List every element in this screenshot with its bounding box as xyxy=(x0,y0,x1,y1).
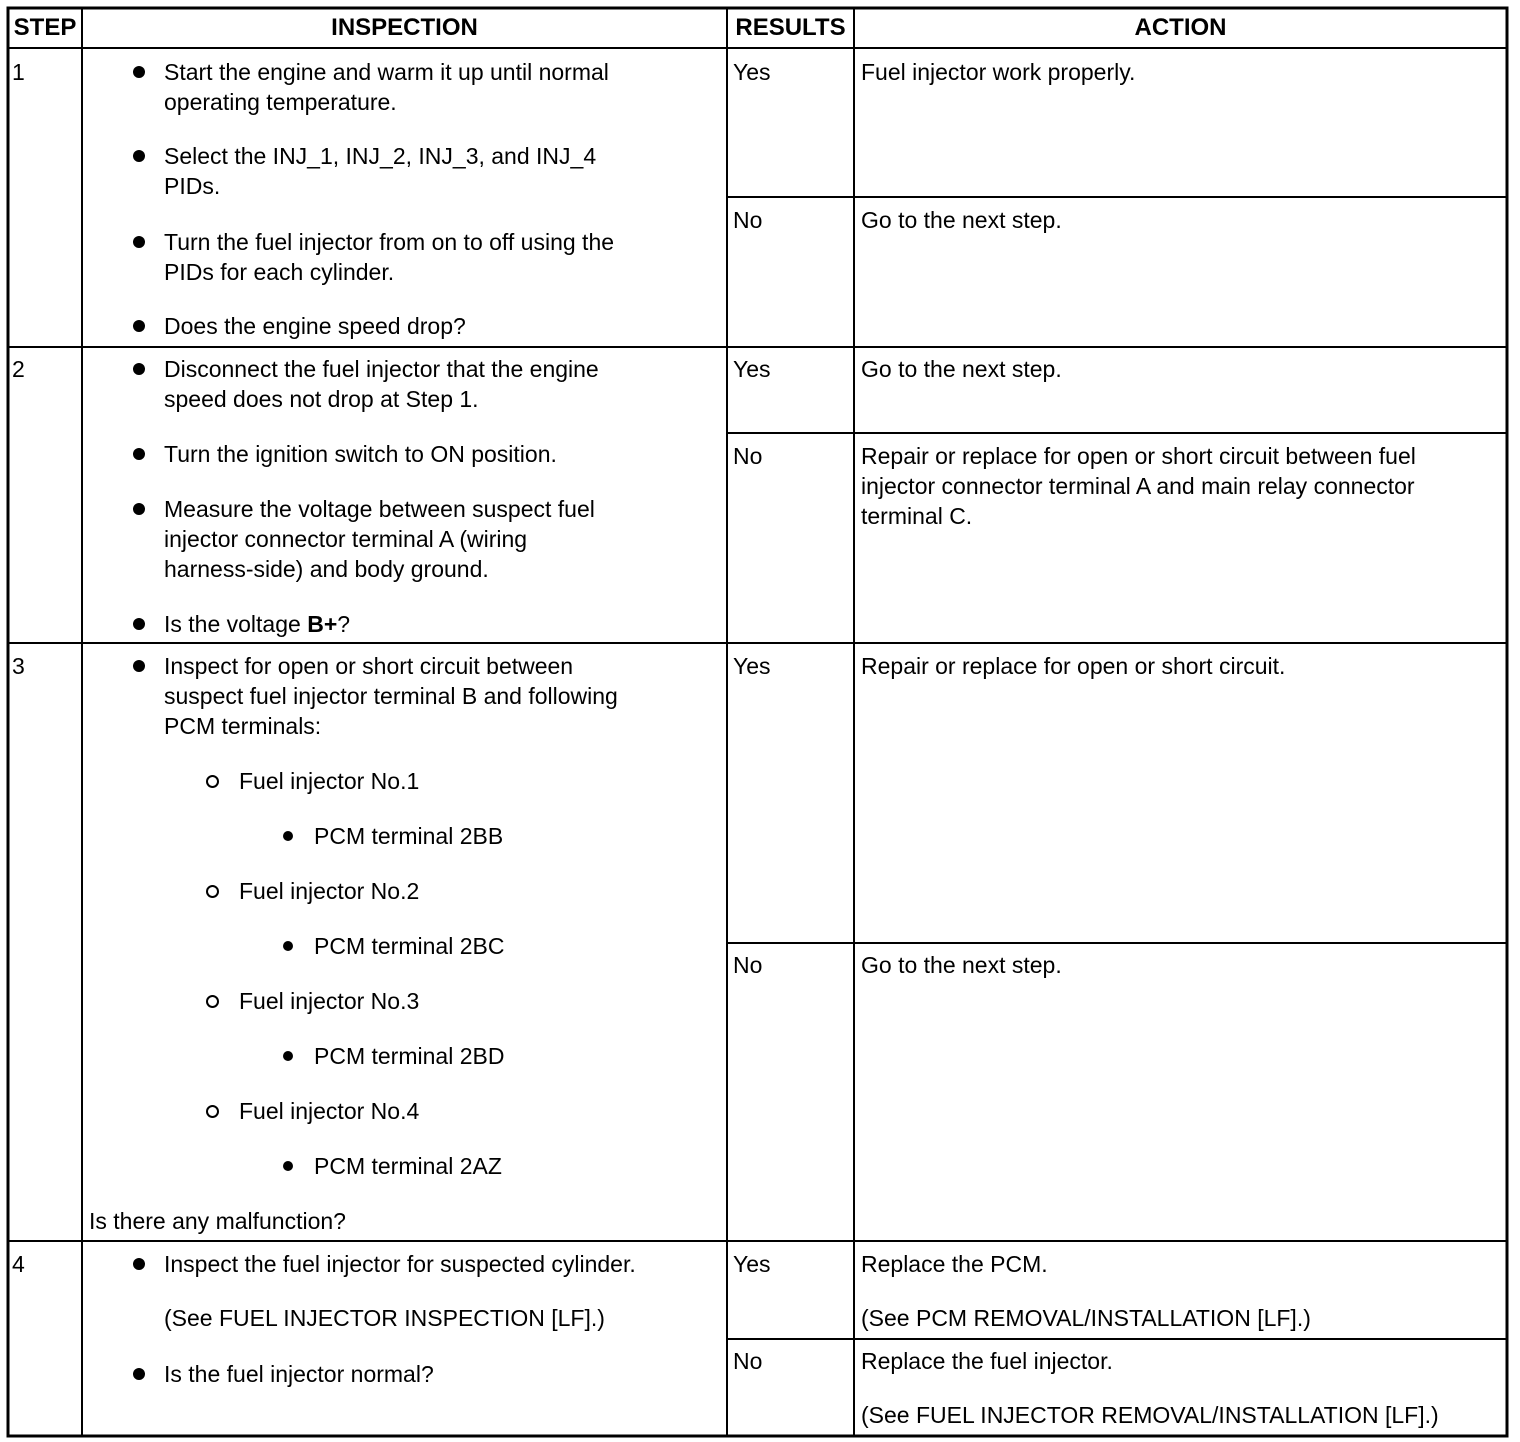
header-action: ACTION xyxy=(1134,14,1227,41)
hollow-bullet-icon xyxy=(206,995,219,1008)
injector-item: Fuel injector No.2 xyxy=(239,878,420,904)
bullet-icon xyxy=(283,1051,293,1061)
action-line: Go to the next step. xyxy=(861,356,1062,382)
inspection-line: Inspect the fuel injector for suspected cylinder. xyxy=(164,1251,636,1277)
inspection-line: Does the engine speed drop? xyxy=(164,313,466,339)
step-number: 1 xyxy=(12,59,25,85)
inspection-line: suspect fuel injector terminal B and following xyxy=(164,683,618,709)
header-inspection: INSPECTION xyxy=(331,14,478,41)
header-step: STEP xyxy=(13,14,77,41)
bullet-icon xyxy=(133,1258,145,1270)
inspection-line: Select the INJ_1, INJ_2, INJ_3, and INJ_4 xyxy=(164,143,597,169)
action-line: Repair or replace for open or short circuit between fuel xyxy=(861,443,1416,469)
action-line: injector connector terminal A and main relay connector xyxy=(861,473,1415,499)
terminal-item: PCM terminal 2AZ xyxy=(314,1153,502,1179)
bullet-icon xyxy=(283,831,293,841)
inspection-line: PIDs. xyxy=(164,173,221,199)
bullet-icon xyxy=(133,503,145,515)
action-line: Repair or replace for open or short circuit. xyxy=(861,653,1286,679)
result-value: No xyxy=(733,443,763,469)
terminal-item: PCM terminal 2BB xyxy=(314,823,504,849)
bullet-icon xyxy=(133,363,145,375)
action-line: (See PCM REMOVAL/INSTALLATION [LF].) xyxy=(861,1305,1311,1331)
question-mark: ? xyxy=(337,611,351,637)
terminal-item: PCM terminal 2BD xyxy=(314,1043,505,1069)
result-value: Yes xyxy=(733,653,771,679)
step-number: 2 xyxy=(12,356,25,382)
result-value: Yes xyxy=(733,1251,771,1277)
action-line: Go to the next step. xyxy=(861,207,1062,233)
inspection-line: PCM terminals: xyxy=(164,713,322,739)
voltage-value: B+ xyxy=(307,611,338,637)
bullet-icon xyxy=(133,236,145,248)
action-line: Go to the next step. xyxy=(861,952,1062,978)
action-line: Fuel injector work properly. xyxy=(861,59,1136,85)
hollow-bullet-icon xyxy=(206,775,219,788)
action-line: terminal C. xyxy=(861,503,973,529)
inspection-line xyxy=(164,609,350,639)
inspection-line: Turn the ignition switch to ON position. xyxy=(164,441,557,467)
action-line: Replace the PCM. xyxy=(861,1251,1048,1277)
action-line: Replace the fuel injector. xyxy=(861,1348,1113,1374)
bullet-icon xyxy=(133,618,145,630)
voltage-question: Is the voltage xyxy=(164,611,308,637)
inspection-line: Disconnect the fuel injector that the engine xyxy=(164,356,599,382)
bullet-icon xyxy=(133,66,145,78)
inspection-line: speed does not drop at Step 1. xyxy=(164,386,479,412)
header-results: RESULTS xyxy=(735,14,846,41)
inspection-line: (See FUEL INJECTOR INSPECTION [LF].) xyxy=(164,1305,605,1331)
inspection-line: harness-side) and body ground. xyxy=(164,556,489,582)
bullet-icon xyxy=(133,1368,145,1380)
inspection-line: PIDs for each cylinder. xyxy=(164,259,395,285)
injector-item: Fuel injector No.4 xyxy=(239,1098,420,1124)
result-value: No xyxy=(733,207,763,233)
bullet-icon xyxy=(133,660,145,672)
result-value: Yes xyxy=(733,356,771,382)
inspection-line: Inspect for open or short circuit between xyxy=(164,653,574,679)
bullet-icon xyxy=(283,941,293,951)
inspection-question: Is there any malfunction? xyxy=(89,1208,346,1234)
result-value: No xyxy=(733,952,763,978)
inspection-line: Start the engine and warm it up until normal xyxy=(164,59,609,85)
injector-item: Fuel injector No.3 xyxy=(239,988,420,1014)
bullet-icon xyxy=(133,150,145,162)
step-number: 4 xyxy=(12,1251,25,1277)
inspection-line: Turn the fuel injector from on to off using the xyxy=(164,229,615,255)
bullet-icon xyxy=(283,1161,293,1171)
inspection-line: operating temperature. xyxy=(164,89,397,115)
injector-item: Fuel injector No.1 xyxy=(239,768,420,794)
action-line: (See FUEL INJECTOR REMOVAL/INSTALLATION [LF].) xyxy=(861,1402,1439,1428)
result-value: No xyxy=(733,1348,763,1374)
step-number: 3 xyxy=(12,653,25,679)
inspection-line: injector connector terminal A (wiring xyxy=(164,526,528,552)
hollow-bullet-icon xyxy=(206,885,219,898)
result-value: Yes xyxy=(733,59,771,85)
hollow-bullet-icon xyxy=(206,1105,219,1118)
inspection-line: Measure the voltage between suspect fuel xyxy=(164,496,595,522)
inspection-line: Is the fuel injector normal? xyxy=(164,1361,434,1387)
terminal-item: PCM terminal 2BC xyxy=(314,933,505,959)
bullet-icon xyxy=(133,320,145,332)
bullet-icon xyxy=(133,448,145,460)
